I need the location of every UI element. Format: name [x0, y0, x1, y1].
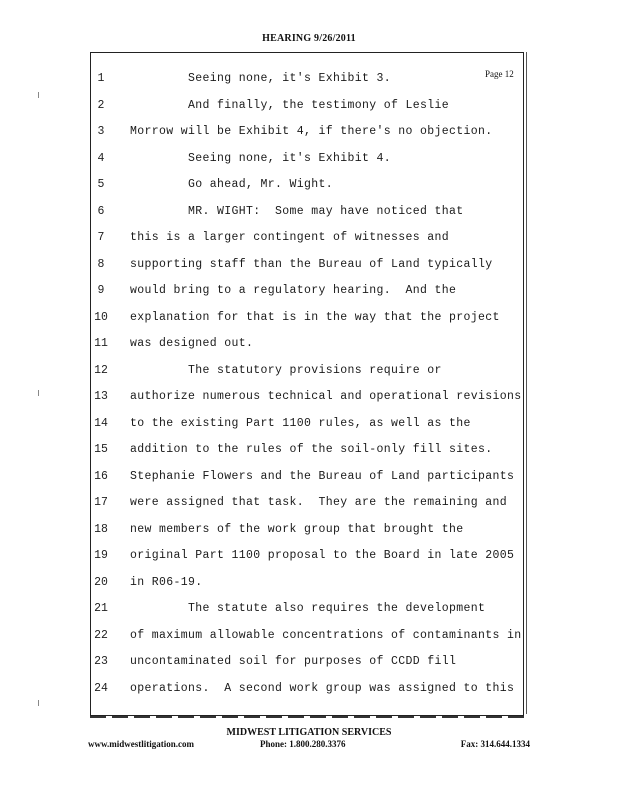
line-text: new members of the work group that brought the — [130, 522, 464, 536]
line-text: MR. WIGHT: Some may have noticed that — [130, 204, 464, 218]
margin-mark — [38, 390, 39, 396]
margin-mark — [38, 92, 39, 98]
line-text: The statutory provisions require or — [130, 363, 442, 377]
bottom-rule — [90, 716, 524, 718]
transcript-line — [0, 364, 618, 384]
transcript-line — [0, 576, 618, 596]
transcript-line — [0, 523, 618, 543]
line-text: The statute also requires the development — [130, 602, 486, 615]
line-number: 3 — [97, 125, 105, 138]
line-text: Morrow will be Exhibit 4, if there's no objection. — [130, 125, 493, 138]
transcript-line — [0, 602, 618, 622]
line-number: 10 — [94, 310, 108, 324]
line-text: Seeing none, it's Exhibit 3. — [130, 72, 392, 85]
line-number: 16 — [94, 469, 108, 483]
line-number: 5 — [97, 178, 105, 191]
transcript-line — [0, 390, 618, 410]
line-number: 24 — [94, 681, 108, 695]
line-text: this is a larger contingent of witnesses and — [130, 231, 450, 244]
line-number: 21 — [94, 602, 108, 615]
line-text: original Part 1100 proposal to the Board in late 2005 — [130, 549, 515, 562]
line-text: of maximum allowable concentrations of contaminants in — [130, 628, 522, 642]
transcript-line — [0, 125, 618, 145]
line-number: 13 — [94, 390, 108, 403]
line-number: 8 — [97, 257, 105, 271]
line-text: Seeing none, it's Exhibit 4. — [130, 151, 392, 165]
transcript-line — [0, 178, 618, 198]
footer-fax: Fax: 314.644.1334 — [460, 739, 530, 749]
line-text: explanation for that is in the way that the project — [130, 310, 500, 324]
line-text: uncontaminated soil for purposes of CCDD fill — [130, 655, 457, 668]
transcript-line — [0, 205, 618, 225]
transcript-line — [0, 629, 618, 649]
line-number: 23 — [94, 655, 108, 668]
line-text: authorize numerous technical and operational revisions — [130, 390, 522, 403]
transcript-line — [0, 284, 618, 304]
line-text: was designed out. — [130, 337, 254, 350]
transcript-line — [0, 231, 618, 251]
line-text: in R06-19. — [130, 575, 203, 589]
page-number: Page 12 — [485, 69, 514, 79]
line-number: 6 — [97, 204, 105, 218]
line-text: addition to the rules of the soil-only fill sites. — [130, 443, 493, 456]
transcript-line — [0, 99, 618, 119]
line-text: Go ahead, Mr. Wight. — [130, 178, 334, 191]
margin-mark — [38, 700, 39, 706]
transcript-line — [0, 417, 618, 437]
line-number: 4 — [97, 151, 105, 165]
transcript-line — [0, 549, 618, 569]
line-text: And finally, the testimony of Leslie — [130, 98, 450, 112]
footer-company: MIDWEST LITIGATION SERVICES — [226, 727, 392, 738]
line-number: 2 — [97, 98, 105, 112]
transcript-line — [0, 496, 618, 516]
line-number: 19 — [94, 549, 108, 562]
line-number: 22 — [94, 628, 108, 642]
line-text: would bring to a regulatory hearing. And the — [130, 284, 457, 297]
page-header-title: HEARING 9/26/2011 — [262, 33, 356, 44]
transcript-line — [0, 311, 618, 331]
line-number: 15 — [94, 443, 108, 456]
line-number: 14 — [94, 416, 108, 430]
line-number: 7 — [97, 231, 105, 244]
line-text: to the existing Part 1100 rules, as well as the — [130, 416, 471, 430]
line-number: 11 — [94, 337, 108, 350]
transcript-line — [0, 258, 618, 278]
transcript-line — [0, 470, 618, 490]
line-number: 18 — [94, 522, 108, 536]
transcript-line — [0, 443, 618, 463]
line-text: supporting staff than the Bureau of Land typically — [130, 257, 493, 271]
line-number: 9 — [97, 284, 105, 297]
line-number: 1 — [97, 72, 105, 85]
line-text: operations. A second work group was assigned to this — [130, 681, 515, 695]
transcript-line — [0, 682, 618, 702]
transcript-line — [0, 655, 618, 675]
line-number: 20 — [94, 575, 108, 589]
line-text: Stephanie Flowers and the Bureau of Land participants — [130, 469, 515, 483]
footer-phone: Phone: 1.800.280.3376 — [260, 739, 346, 749]
line-text: were assigned that task. They are the remaining and — [130, 496, 508, 509]
footer-website: www.midwestlitigation.com — [88, 739, 194, 749]
transcript-line — [0, 337, 618, 357]
transcript-line — [0, 152, 618, 172]
transcript-line — [0, 72, 618, 92]
line-number: 17 — [94, 496, 108, 509]
line-number: 12 — [94, 363, 108, 377]
